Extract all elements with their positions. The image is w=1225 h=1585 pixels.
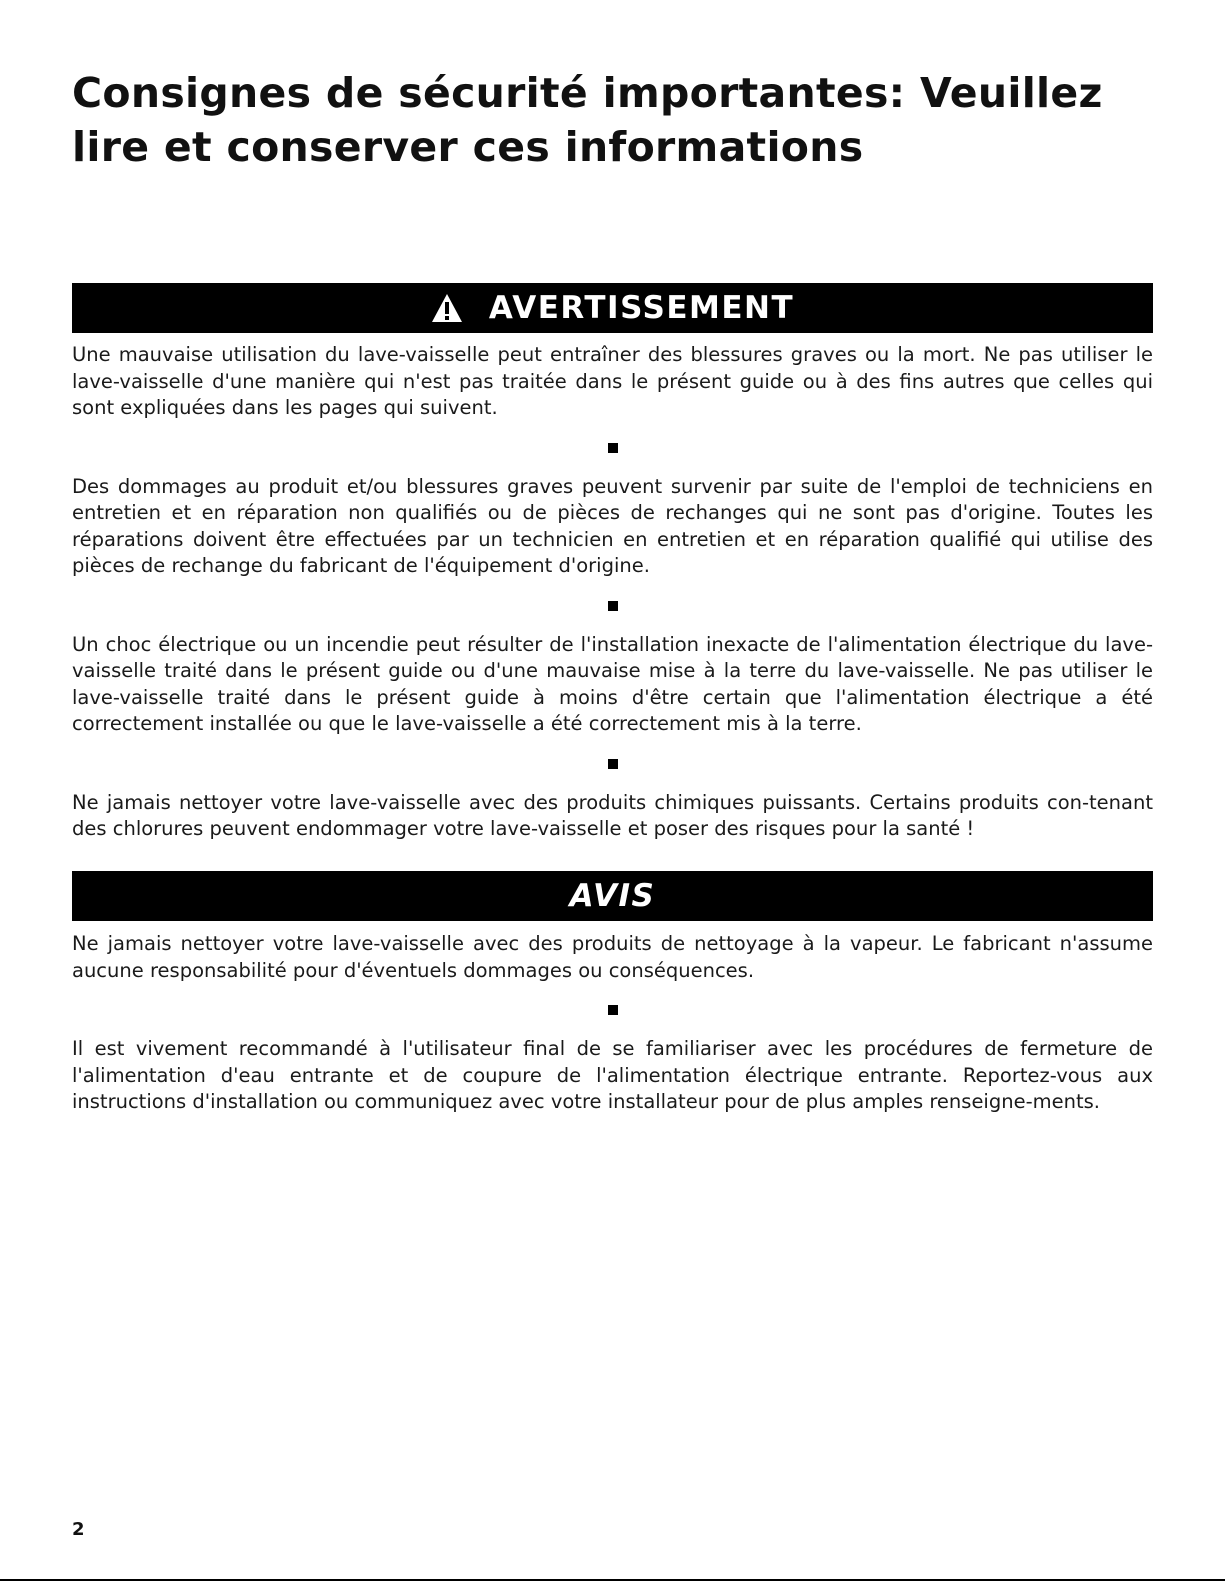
- warning-paragraph-chemicals: Ne jamais nettoyer votre lave-vaisselle avec des produits chimiques puissants. Certains produits con-tenant des chlorures peuvent endommager votre lave-vaisselle et poser des risques pour la santé !: [72, 790, 1153, 840]
- paragraph-separator: [72, 984, 1153, 1036]
- separator-square-icon: [608, 601, 618, 611]
- separator-square-icon: [608, 443, 618, 453]
- paragraph-separator: [72, 738, 1153, 790]
- notice-banner: [72, 871, 1153, 921]
- warning-section: [72, 342, 1153, 843]
- warning-paragraph-electrical: Un choc électrique ou un incendie peut résulter de l'installation inexacte de l'alimentation électrique du lave-vaisselle traité dans le présent guide ou d'une mauvaise mise à la terre du lave-vaisselle. Ne pas utiliser le lave-vaisselle traité dans le présent guide à moins d'être certain que l'alimentation électrique a été correctement installée ou que le lave-vaisselle a été correctement mis à la terre.: [72, 632, 1153, 735]
- separator-square-icon: [608, 1005, 618, 1015]
- warning-banner: [72, 283, 1153, 333]
- bottom-rule: [0, 1579, 1225, 1581]
- notice-section: [72, 931, 1153, 1116]
- page-title: Consignes de sécurité importantes: Veuillez lire et conserver ces informations: [72, 69, 1103, 171]
- separator-square-icon: [608, 759, 618, 769]
- page-number: 2: [72, 1519, 85, 1540]
- warning-paragraph-repairs: Des dommages au produit et/ou blessures graves peuvent survenir par suite de l'emploi de techniciens en entretien et en réparation non qualifiés ou de pièces de rechanges qui ne sont pas d'origine. Toutes les réparations doivent être effectuées par un technicien en entretien et en réparation qualifié qui utilise des pièces de rechange du fabricant de l'équipement d'origine.: [72, 474, 1153, 577]
- notice-banner-label: AVIS: [569, 878, 656, 914]
- warning-paragraph-misuse: Une mauvaise utilisation du lave-vaisselle peut entraîner des blessures graves ou la mort. Ne pas utiliser le lave-vaisselle d'une manière qui n'est pas traitée dans le présent guide ou à des fins autres que celles qui sont expliquées dans les pages qui suivent.: [72, 343, 1153, 419]
- warning-triangle-icon: [431, 293, 463, 323]
- paragraph-separator: [72, 422, 1153, 474]
- warning-banner-label: AVERTISSEMENT: [488, 290, 795, 326]
- notice-paragraph-steam: Ne jamais nettoyer votre lave-vaisselle avec des produits de nettoyage à la vapeur. Le fabricant n'assume aucune responsabilité pour d'éventuels dommages ou conséquences.: [72, 932, 1153, 982]
- paragraph-separator: [72, 580, 1153, 632]
- notice-paragraph-shutoff: Il est vivement recommandé à l'utilisateur final de se familiariser avec les procédures de fermeture de l'alimentation d'eau entrante et de coupure de l'alimentation électrique entrante. Reportez-vous aux instructions d'installation ou communiquez avec votre installateur pour de plus amples renseigne-ments.: [72, 1037, 1153, 1113]
